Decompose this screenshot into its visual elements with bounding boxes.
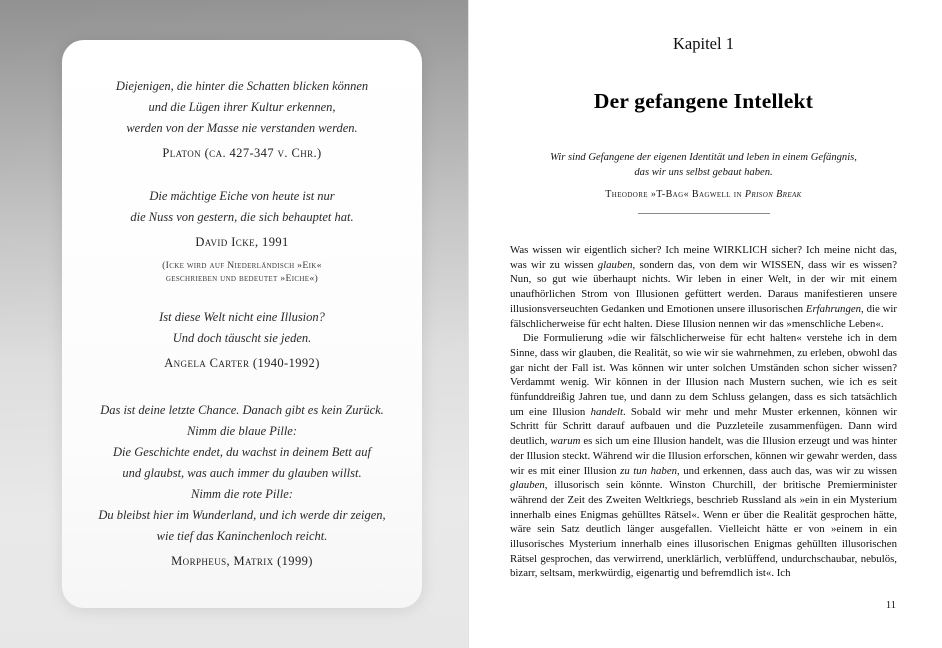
text-line: das wir uns selbst gebaut haben.	[634, 167, 773, 178]
body-text	[510, 243, 897, 581]
text-segment: glauben	[597, 258, 633, 271]
quote-lines	[76, 400, 408, 547]
quote-block-carter	[76, 307, 408, 374]
body-paragraph	[510, 243, 897, 331]
text-line: und die Lügen ihrer Kultur erkennen,	[148, 100, 336, 114]
text-segment: , sondern das, von dem wir WISSEN, dass wir es wissen? Nun, so gut wie überhaupt nichts. Wir leben in einer Welt, in der wir mit einem unaufhörlichen Strom von Illusionen gefüttert werden. Daraus manifestieren unsere illusionsverseuchten Gedanken und Emotionen unsere illusorischen	[510, 258, 898, 315]
text-line: Diejenigen, die hinter die Schatten blicken können	[115, 79, 369, 93]
quote-block-platon	[76, 76, 408, 164]
text-segment: , und erkennen, dass auch das, was wir zu wissen	[677, 464, 897, 477]
text-line: werden von der Masse nie verstanden werden.	[126, 121, 358, 135]
text-line: Die mächtige Eiche von heute ist nur	[149, 189, 335, 203]
divider-rule	[638, 213, 770, 214]
text-segment: handelt	[590, 405, 623, 418]
text-segment: Was wissen wir eigentlich sicher? Ich meine WIRKLICH sicher? Ich meine nicht das, was wir zu wissen	[510, 244, 897, 271]
quote-lines	[76, 186, 408, 228]
chapter-kicker: Kapitel 1	[673, 34, 734, 53]
text-segment: warum	[550, 435, 581, 448]
text-line: Nimm die rote Pille:	[191, 487, 293, 501]
quote-attribution: Platon (ca. 427-347 v. Chr.)	[162, 146, 322, 160]
text-line: Und doch täuscht sie jeden.	[172, 331, 312, 345]
quote-card	[62, 40, 422, 608]
text-line: (Icke wird auf Niederländisch »Eik«	[162, 260, 322, 271]
text-line: und glaubst, was auch immer du glauben willst.	[122, 466, 362, 480]
text-line: Das ist deine letzte Chance. Danach gibt es kein Zurück.	[100, 403, 384, 417]
chapter-title: Der gefangene Intellekt	[593, 89, 814, 113]
text-line: Die Geschichte endet, du wachst in deinem Bett auf	[113, 445, 371, 459]
quote-attribution: Angela Carter (1940-1992)	[164, 356, 320, 370]
text-segment: , die wir fälschlicherweise für echt halten. Diese Illusion nennen wir das »menschliche Leben«.	[510, 302, 897, 330]
page-number: 11	[885, 600, 896, 611]
text-segment: Die Formulierung »die wir fälschlicherweise für echt halten« verstehe ich in dem Sinne, dass wir glauben, die Realität, so wie wir sie wahrnehmen, zu erleben, obwohl das gar nicht der Fall ist. Was können wir unter solchen Umständen schon sicher wissen? Verdammt wenig. Wir können in der Illusion nach Mustern suchen, wie ich es seit fünfunddreißig Jahren tue, und dann zu dem Schluss gelangen, dass es sich tatsächlich um eine Illusion	[510, 332, 897, 418]
text-segment: glauben	[510, 479, 545, 492]
text-line: die Nuss von gestern, die sich behauptet hat.	[130, 210, 354, 224]
body-paragraph	[510, 331, 897, 581]
quote-note	[76, 259, 408, 285]
text-segment: , illusorisch sein könnte. Winston Churchill, der britische Premierminister während der Zeit des Zweiten Weltkriegs, beschrieb Russland als »ein in ein Mysterium innerhalb eines Enigmas gehülltes Rätsel«. Wenn er über die Realität gesprochen hätte, wäre sein Satz deutlich länger ausgefallen. Vielleicht hätte er von »einem in ein illusorisches Mysterium innerhalb eines illusorischen Enigmas gehüllten illusorischen Rätsel gesprochen, das verwirrend, unerklärlich, verblüffend, undurchschaubar, nebulös, bizarr, seltsam, merkwürdig, eigenartig und befremdlich ist«. Ich	[510, 479, 897, 580]
text-segment: Erfahrungen	[805, 302, 862, 315]
quote-attribution: Morpheus, Matrix (1999)	[171, 554, 313, 568]
text-line: Nimm die blaue Pille:	[186, 424, 298, 438]
epigraph-attribution-name: Theodore »T-Bag« Bagwell in	[605, 189, 745, 200]
epigraph-attribution-work: Prison Break	[744, 189, 802, 200]
text-line: wie tief das Kaninchenloch reicht.	[156, 529, 328, 543]
quote-block-morpheus	[76, 400, 408, 572]
quote-block-icke	[76, 186, 408, 285]
text-segment: es sich um eine Illusion handelt, was die Illusion erzeugt und was hinter der Illusion steckt. Während wir die Illusion erforschen, können wir gewahr werden, dass wir es mit einer Illusion	[510, 435, 897, 477]
epigraph	[510, 150, 897, 180]
text-segment: . Sobald wir mehr und mehr Muster erkennen, können wir Schritt für Schritt darauf aufbauen und die Puzzleteile zusammenfügen. Dann wird deutlich,	[510, 405, 897, 448]
text-line: Wir sind Gefangene der eigenen Identität und leben in einem Gefängnis,	[550, 152, 857, 163]
right-page	[468, 0, 942, 648]
quote-lines	[76, 76, 408, 139]
text-line: geschrieben und bedeutet »Eiche«)	[165, 273, 319, 284]
left-page	[0, 0, 468, 648]
text-line: Du bleibst hier im Wunderland, und ich werde dir zeigen,	[98, 508, 386, 522]
text-line: Ist diese Welt nicht eine Illusion?	[159, 310, 325, 324]
text-segment: zu tun haben	[620, 464, 678, 477]
quote-lines	[76, 307, 408, 349]
quote-attribution: David Icke, 1991	[195, 235, 289, 249]
epigraph-attribution	[510, 189, 897, 200]
